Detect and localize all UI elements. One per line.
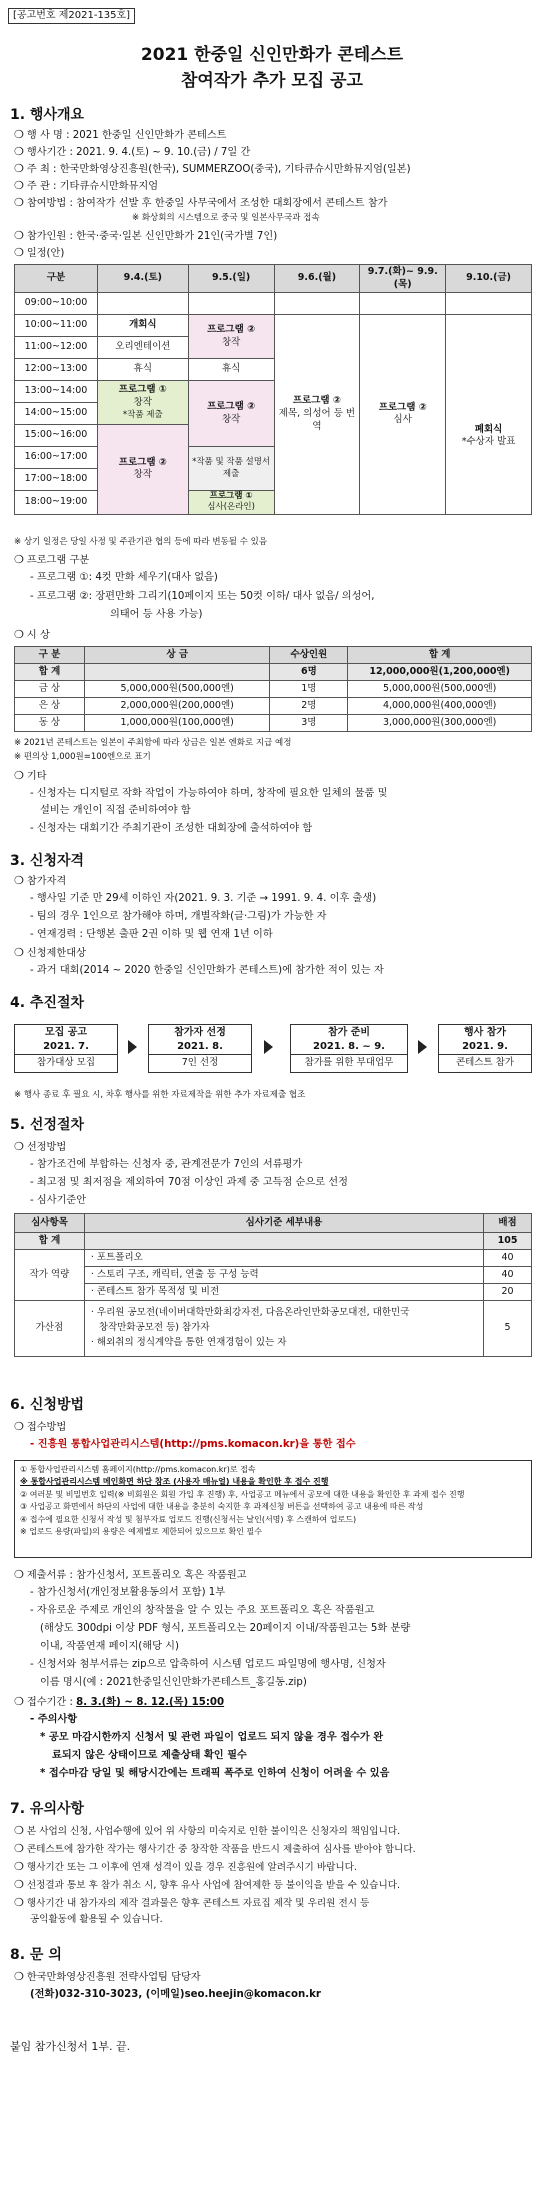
- procedure-step: 참가자 선정 2021. 8. 7인 선정: [148, 1024, 252, 1073]
- circle-bullet-icon: ❍: [14, 1970, 24, 1983]
- documents-item-cont: 이름 명시(예 : 2021한중일신인만화가콘테스트_홍길동.zip): [40, 1677, 307, 1688]
- schedule-header: 9.4.(토): [97, 265, 188, 293]
- table-row: 금 상 5,000,000원(500,000엔) 1명 5,000,000원(500,000엔): [15, 681, 532, 698]
- eligibility-label: ❍ 참가자격: [14, 874, 67, 887]
- etc-item: - 신청자는 디지털로 작화 작업이 가능하여야 하며, 창작에 필요한 일체의 물품 및: [30, 788, 388, 799]
- schedule-note: ※ 상기 일정은 당일 사정 및 주관기관 협의 등에 따라 변동될 수 있음: [14, 537, 268, 547]
- table-row: 합 계 6명 12,000,000원(1,200,000엔): [15, 664, 532, 681]
- arrow-right-icon: [128, 1040, 137, 1054]
- overview-event-name: ❍ 행 사 명 : 2021 한중일 신인만화가 콘테스트: [14, 128, 227, 141]
- criteria-header: 배점: [484, 1214, 532, 1233]
- caution-item: * 접수마감 당일 및 해당시간에는 트래픽 폭주로 인하여 신청이 어려울 수 있음: [40, 1768, 390, 1779]
- notes-item-cont: 공익활동에 활용될 수 있습니다.: [30, 1914, 163, 1925]
- schedule-header: 구분: [15, 265, 98, 293]
- schedule-header: 9.7.(화)~ 9.9.(목): [360, 265, 446, 293]
- notice-number: [공고번호 제2021-135호]: [8, 8, 135, 24]
- notes-item: ❍ 행사기간 내 참가자의 제작 결과물은 향후 콘테스트 자료집 제작 및 우리원 전시 등: [14, 1896, 370, 1909]
- lunch-break: 휴식: [188, 359, 274, 381]
- overview-participants: ❍ 참가인원 : 한국·중국·일본 신인만화가 21인(국가별 7인): [14, 229, 278, 242]
- procedure-step: 모집 공고 2021. 7. 참가대상 모집: [14, 1024, 118, 1073]
- selection-item: - 심사기준안: [30, 1195, 87, 1206]
- schedule-cell: [360, 293, 446, 315]
- period-label: ❍ 접수기간 : 8. 3.(화) ~ 8. 12.(목) 15:00: [14, 1695, 225, 1708]
- circle-bullet-icon: ❍: [14, 196, 24, 209]
- caution-item: * 공모 마감시한까지 신청서 및 관련 파일이 업로드 되지 않을 경우 접수가 완: [40, 1732, 384, 1743]
- circle-bullet-icon: ❍: [14, 1140, 24, 1153]
- award-currency-note: ※ 2021년 콘테스트는 일본이 주최함에 따라 상금은 일본 엔화로 지급 예정: [14, 738, 292, 748]
- award-conversion-note: ※ 편의상 1,000원=100엔으로 표기: [14, 752, 151, 762]
- circle-bullet-icon: ❍: [14, 128, 24, 141]
- overview-schedule-label: ❍ 일정(안): [14, 246, 65, 259]
- time-slot: 18:00~19:00: [15, 491, 98, 515]
- table-row: · 콘테스트 참가 목적성 및 비전 20: [15, 1284, 532, 1301]
- awards-table: [14, 646, 532, 732]
- circle-bullet-icon: ❍: [14, 874, 24, 887]
- criteria-header: 심사항목: [15, 1214, 85, 1233]
- section-overview-heading: 1. 행사개요: [10, 107, 85, 123]
- eligibility-item: - 팀의 경우 1인으로 참가해야 하며, 개별작화(글·그림)가 가능한 자: [30, 911, 327, 922]
- awards-header: 구 분: [15, 647, 85, 664]
- circle-bullet-icon: ❍: [14, 1896, 24, 1909]
- time-slot: 14:00~15:00: [15, 403, 98, 425]
- schedule-cell: [274, 293, 360, 315]
- overview-organizer: ❍ 주 관 : 기타큐슈시만화뮤지엄: [14, 179, 159, 192]
- page-title: 2021 한중일 신인만화가 콘테스트: [140, 45, 404, 65]
- etc-label: ❍ 기타: [14, 769, 47, 782]
- criteria-header: 심사기준 세부내용: [84, 1214, 483, 1233]
- notes-item: ❍ 선정결과 통보 후 참가 취소 시, 향후 유사 사업에 참여제한 등 불이익을 받을 수 있습니다.: [14, 1878, 401, 1891]
- time-slot: 15:00~16:00: [15, 425, 98, 447]
- time-slot: 13:00~14:00: [15, 381, 98, 403]
- circle-bullet-icon: ❍: [14, 1568, 24, 1581]
- criteria-table: [14, 1213, 532, 1357]
- awards-header: 합 계: [348, 647, 532, 664]
- awards-label: ❍ 시 상: [14, 628, 50, 641]
- time-slot: 11:00~12:00: [15, 337, 98, 359]
- circle-bullet-icon: ❍: [14, 1824, 24, 1837]
- program-block: 프로그램 ② 창작: [188, 315, 274, 359]
- notes-item: ❍ 본 사업의 신청, 사업수행에 있어 위 사항의 미숙지로 인한 불이익은 신청자의 책임입니다.: [14, 1824, 401, 1837]
- schedule-cell: [97, 293, 188, 315]
- application-steps-box: ① 통합사업관리시스템 홈페이지(http://pms.komacon.kr)로 접속 ※ 통합사업관리시스템 메인화면 하단 참조 (사용자 매뉴얼) 내용을 확인한 후 접수 진행 ② 여러분 및 비밀번호 입력(※ 비회원은 회원 가입 후 진행) 후, 사업공고 메뉴에서 공모에 대한 내용을 확인한 후 과제 접수 진행 ③ 사업공고 화면에서 하단의 사업에 대한 내용을 충분히 숙지한 후 과제신청 버튼을 선택하여 공고 내용에 따른 작성 ④ 접수에 필요한 신청서 작성 및 첨부자료 업로드 진행(신청서는 날인(서명) 후 스캔하여 업로드) ※ 업로드 용량(파일)의 용량은 예제별로 제한되어 있으므로 확인 필수: [14, 1460, 532, 1558]
- table-row: 은 상 2,000,000원(200,000엔) 2명 4,000,000원(400,000엔): [15, 698, 532, 715]
- contact-team: ❍ 한국만화영상진흥원 전략사업팀 담당자: [14, 1970, 201, 1983]
- page-subtitle: 참여작가 추가 모집 공고: [181, 71, 363, 91]
- program-block: 프로그램 ① 심사(온라인): [188, 491, 274, 515]
- selection-label: ❍ 선정방법: [14, 1140, 67, 1153]
- overview-event-period: ❍ 행사기간 : 2021. 9. 4.(토) ~ 9. 10.(금) / 7일 간: [14, 145, 251, 158]
- overview-host: ❍ 주 최 : 한국만화영상진흥원(한국), SUMMERZOO(중국), 기타큐슈시만화뮤지엄(일본): [14, 162, 411, 175]
- awards-header: 수상인원: [270, 647, 348, 664]
- table-row: 합 계 105: [15, 1233, 532, 1250]
- overview-method: ❍ 참여방법 : 참여작가 선발 후 한중일 사무국에서 조성한 대회장에서 콘테스트 참가: [14, 196, 388, 209]
- documents-item: - 신청서와 첨부서류는 zip으로 압축하여 시스템 업로드 파일명에 행사명, 신청자: [30, 1659, 386, 1670]
- procedure-note: ※ 행사 종료 후 필요 시, 차후 행사를 위한 자료제작을 위한 추가 자료제출 협조: [14, 1090, 306, 1100]
- time-slot: 16:00~17:00: [15, 447, 98, 469]
- restriction-item: - 과거 대회(2014 ~ 2020 한중일 신인만화가 콘테스트)에 참가한 적이 있는 자: [30, 965, 384, 976]
- selection-item: - 최고점 및 최저점을 제외하여 70점 이상인 과제 중 고득점 순으로 선정: [30, 1177, 348, 1188]
- selection-item: - 참가조건에 부합하는 신청자 중, 관계전문가 7인의 서류평가: [30, 1159, 303, 1170]
- time-slot: 10:00~11:00: [15, 315, 98, 337]
- program-2-desc-cont: 의태어 등 사용 가능): [110, 609, 203, 620]
- program-block: 프로그램 ② 창작: [97, 425, 188, 515]
- opening-ceremony: 개회식: [97, 315, 188, 337]
- circle-bullet-icon: ❍: [14, 553, 24, 566]
- documents-label: ❍ 제출서류 : 참가신청서, 포트폴리오 혹은 작품원고: [14, 1568, 247, 1581]
- table-row: · 스토리 구조, 캐릭터, 연출 등 구성 능력 40: [15, 1267, 532, 1284]
- schedule-table: [14, 264, 532, 515]
- table-row: 동 상 1,000,000원(100,000엔) 3명 3,000,000원(300,000엔): [15, 715, 532, 732]
- contact-info: (전화)032-310-3023, (이메일)seo.heejin@komacon.kr: [30, 1989, 321, 2000]
- circle-bullet-icon: ❍: [14, 1860, 24, 1873]
- circle-bullet-icon: ❍: [14, 179, 24, 192]
- program-1-desc: - 프로그램 ①: 4컷 만화 세우기(대사 없음): [30, 572, 218, 583]
- arrow-right-icon: [264, 1040, 273, 1054]
- section-notes-heading: 7. 유의사항: [10, 1801, 85, 1817]
- lunch-break: 휴식: [97, 359, 188, 381]
- etc-item: - 신청자는 대회기간 주최기관이 조성한 대회장에 출석하여야 함: [30, 823, 313, 834]
- circle-bullet-icon: ❍: [14, 246, 24, 259]
- documents-item: - 참가신청서(개인정보활용동의서 포함) 1부: [30, 1587, 226, 1598]
- circle-bullet-icon: ❍: [14, 162, 24, 175]
- time-slot: 17:00~18:00: [15, 469, 98, 491]
- orientation: 오리엔테이션: [97, 337, 188, 359]
- circle-bullet-icon: ❍: [14, 1842, 24, 1855]
- caution-label: - 주의사항: [30, 1714, 78, 1725]
- eligibility-item: - 행사일 기준 만 29세 이하인 자(2021. 9. 3. 기준 → 1991. 9. 4. 이후 출생): [30, 893, 377, 904]
- circle-bullet-icon: ❍: [14, 769, 24, 782]
- documents-item: - 자유로운 주제로 개인의 창작물을 알 수 있는 주요 포트폴리오 혹은 작품원고: [30, 1605, 375, 1616]
- time-slot: 12:00~13:00: [15, 359, 98, 381]
- program-category: ❍ 프로그램 구분: [14, 553, 90, 566]
- circle-bullet-icon: ❍: [14, 229, 24, 242]
- notes-item: ❍ 콘테스트에 참가한 작가는 행사기간 중 창작한 작품을 반드시 제출하여 심사를 받아야 합니다.: [14, 1842, 416, 1855]
- circle-bullet-icon: ❍: [14, 1878, 24, 1891]
- restriction-label: ❍ 신청제한대상: [14, 946, 86, 959]
- eligibility-item: - 연재경력 : 단행본 출판 2권 이하 및 웹 연재 1년 이하: [30, 929, 273, 940]
- section-eligibility-heading: 3. 신청자격: [10, 853, 85, 869]
- submission-note: *작품 및 작품 설명서 제출: [188, 447, 274, 491]
- application-method-label: ❍ 접수방법: [14, 1420, 67, 1433]
- etc-item-cont: 설비는 개인이 직접 준비하여야 함: [40, 805, 191, 816]
- circle-bullet-icon: ❍: [14, 1695, 24, 1708]
- procedure-step: 참가 준비 2021. 8. ~ 9. 참가를 위한 부대업무: [290, 1024, 408, 1073]
- application-system-link[interactable]: - 진흥원 통합사업관리시스템(http://pms.komacon.kr)을 통한 접수: [30, 1439, 356, 1450]
- schedule-cell: [188, 293, 274, 315]
- program-block: 프로그램 ② 제목, 의성어 등 번역: [274, 315, 360, 515]
- table-row: 가산점 · 우리원 공모전(네이버대학만화최강자전, 다음온라인만화공모대전, 대한민국 창작만화공모전 등) 참가자 · 해외취의 정식계약을 통한 연재경험이 있는 자 5: [15, 1301, 532, 1357]
- circle-bullet-icon: ❍: [14, 145, 24, 158]
- circle-bullet-icon: ❍: [14, 628, 24, 641]
- section-contact-heading: 8. 문 의: [10, 1947, 62, 1963]
- notes-item: ❍ 행사기간 또는 그 이후에 연재 성격이 있을 경우 진흥원에 알려주시기 바랍니다.: [14, 1860, 357, 1873]
- arrow-right-icon: [418, 1040, 427, 1054]
- schedule-header: 9.10.(금): [446, 265, 532, 293]
- schedule-header: 9.5.(일): [188, 265, 274, 293]
- section-procedure-heading: 4. 추진절차: [10, 995, 85, 1011]
- documents-item-cont: (해상도 300dpi 이상 PDF 형식, 포트폴리오는 20페이지 이내/작품원고는 5화 분량: [40, 1623, 411, 1634]
- section-selection-heading: 5. 선정절차: [10, 1117, 85, 1133]
- table-row: 작가 역량 · 포트폴리오 40: [15, 1250, 532, 1267]
- schedule-header: 9.6.(월): [274, 265, 360, 293]
- program-block: 프로그램 ① 창작 *작품 제출: [97, 381, 188, 425]
- procedure-step: 행사 참가 2021. 9. 콘테스트 참가: [438, 1024, 532, 1073]
- schedule-cell: [446, 293, 532, 315]
- program-block: 프로그램 ② 심사: [360, 315, 446, 515]
- closing-block: 폐회식 *수상자 발표: [446, 315, 532, 515]
- section-application-heading: 6. 신청방법: [10, 1397, 85, 1413]
- attachment-footer: 붙임 참가신청서 1부. 끝.: [10, 2040, 131, 2053]
- time-slot: 09:00~10:00: [15, 293, 98, 315]
- circle-bullet-icon: ❍: [14, 1420, 24, 1433]
- documents-item-cont: 이내, 작품연재 페이지(해당 시): [40, 1641, 179, 1652]
- program-block: 프로그램 ② 창작: [188, 381, 274, 447]
- overview-method-note: ※ 화상회의 시스템으로 중국 및 일본사무국과 접속: [132, 213, 320, 223]
- circle-bullet-icon: ❍: [14, 946, 24, 959]
- awards-header: 상 금: [84, 647, 270, 664]
- caution-item-cont: 료되지 않은 상태이므로 제출상태 확인 필수: [52, 1750, 247, 1761]
- application-period: 8. 3.(화) ~ 8. 12.(목) 15:00: [76, 1697, 225, 1708]
- program-2-desc: - 프로그램 ②: 장편만화 그리기(10페이지 또는 50컷 이하/ 대사 없음/ 의성어,: [30, 591, 375, 602]
